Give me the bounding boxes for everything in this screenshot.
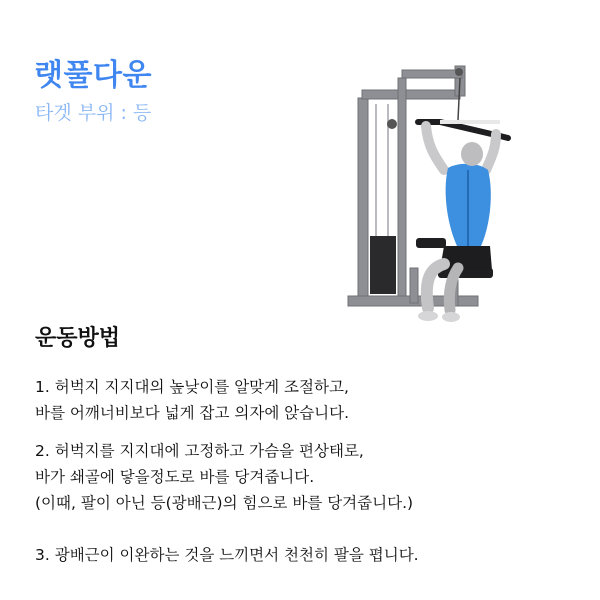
step-2-line-3: (이때, 팔이 아닌 등(광배근)의 힘으로 바를 당겨줍니다.) — [35, 494, 414, 512]
step-2 — [35, 438, 575, 516]
method-steps — [35, 374, 575, 580]
step-3 — [35, 542, 575, 568]
step-1-line-2: 바를 어깨너비보다 넓게 잡고 의자에 앉습니다. — [35, 404, 350, 422]
step-1 — [35, 374, 575, 426]
step-2-line-2: 바가 쇄골에 닿을정도로 바를 당겨줍니다. — [35, 468, 315, 486]
lat-pulldown-illustration — [340, 58, 530, 333]
pulley — [455, 68, 463, 76]
method-heading: 운동방법 — [35, 326, 121, 351]
step-2-line-1: 2. 허벅지를 지지대에 고정하고 가슴을 편상태로, — [35, 442, 364, 460]
page-title: 랫풀다운 — [34, 58, 152, 93]
step-3-line-1: 3. 광배근이 이완하는 것을 느끼면서 천천히 팔을 폅니다. — [35, 546, 419, 564]
weight-stack — [370, 104, 396, 294]
step-1-line-1: 1. 허벅지 지지대의 높낮이를 알맞게 조절하고, — [35, 378, 349, 396]
target-muscle-subtitle: 타겟 부위 : 등 — [35, 102, 152, 124]
